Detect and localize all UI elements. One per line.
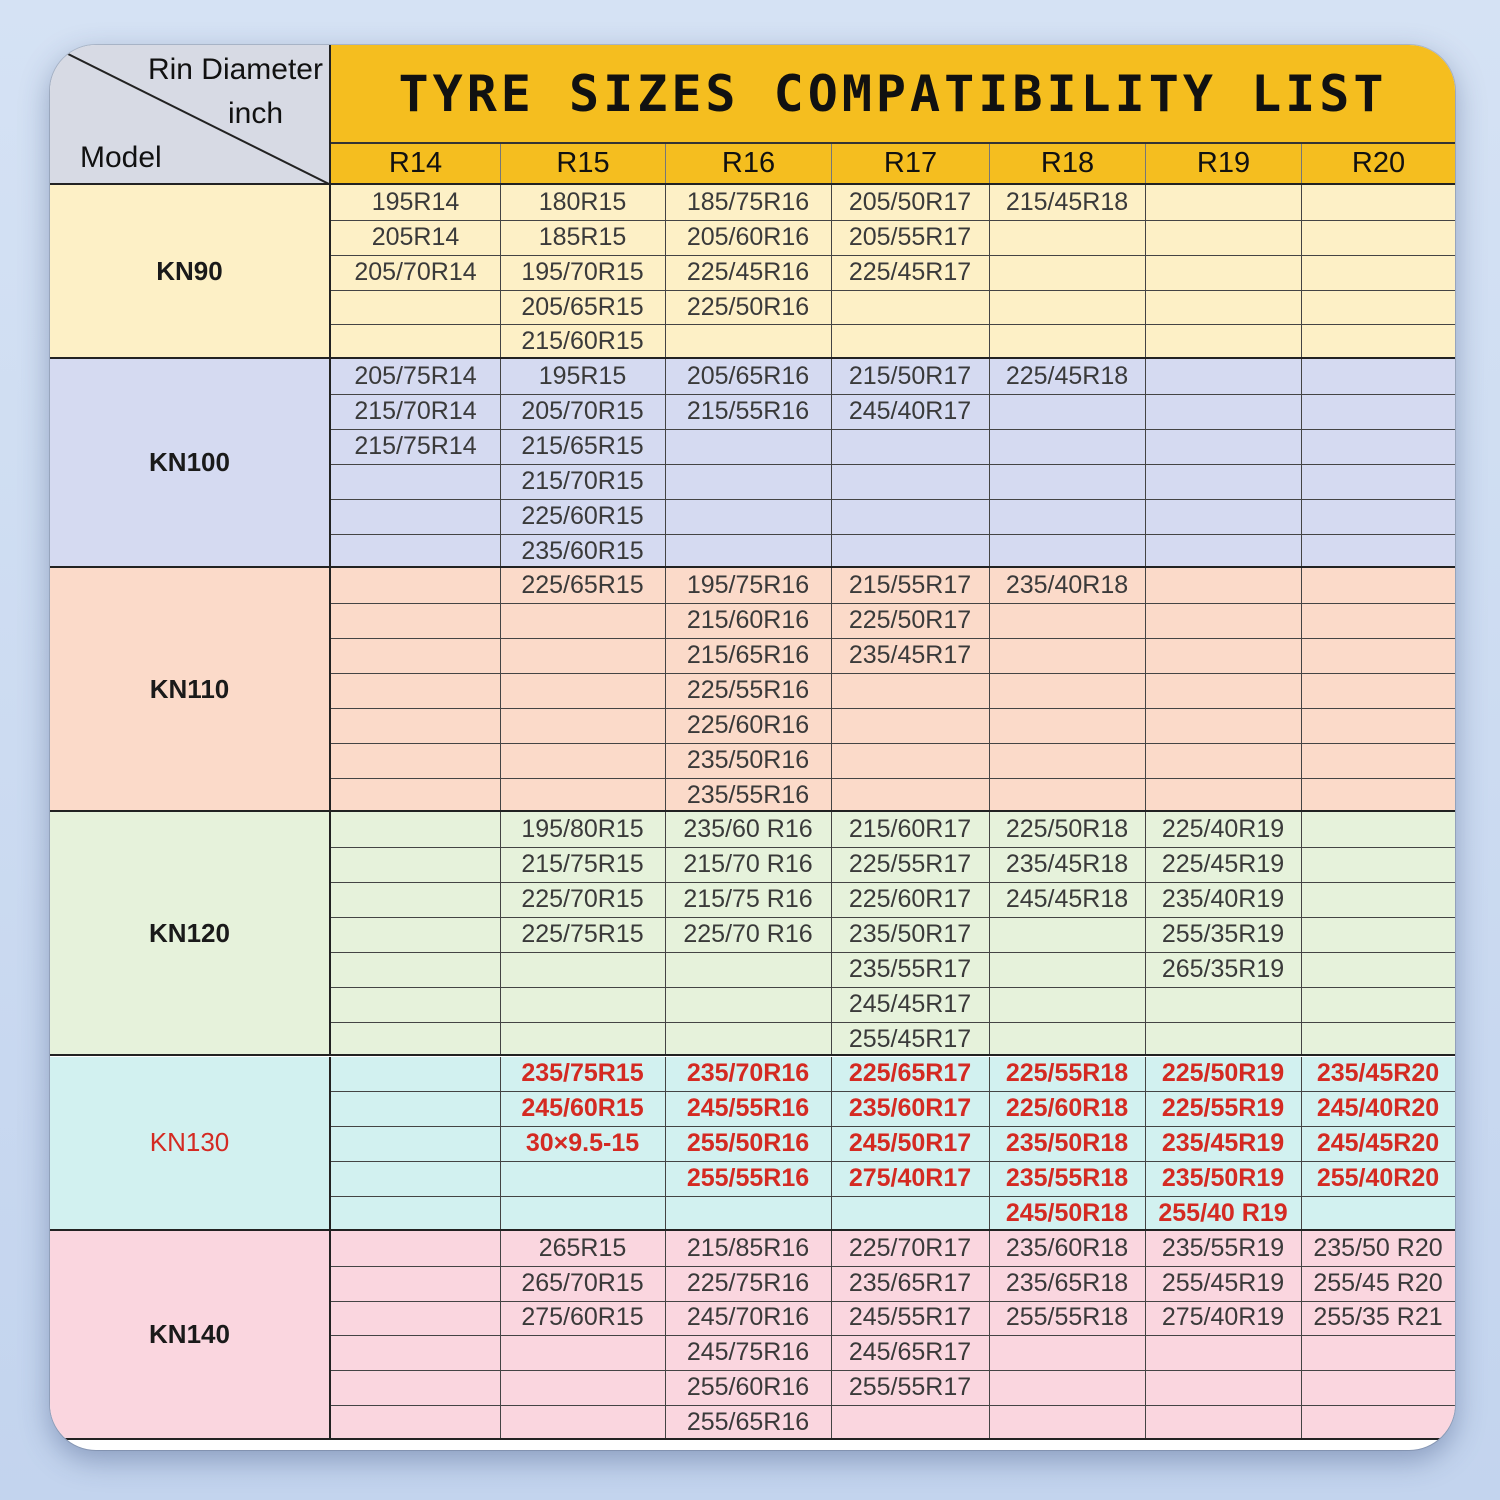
- tyre-size-cell: 235/45R17: [848, 641, 972, 670]
- tyre-size-cell: 255/55R17: [848, 1373, 972, 1402]
- model-group-kn100: [50, 359, 1455, 568]
- column-divider: [1301, 185, 1302, 357]
- tyre-size-cell: 235/70R16: [686, 1059, 810, 1088]
- model-label: Model: [80, 141, 162, 174]
- tyre-size-cell: 215/55R16: [686, 397, 810, 426]
- tyre-size-cell: 255/45 R20: [1313, 1268, 1443, 1297]
- tyre-size-cell: 265/35R19: [1161, 954, 1285, 983]
- tyre-size-cell: 245/55R17: [848, 1303, 972, 1332]
- tyre-size-cell: 205/70R14: [354, 257, 477, 286]
- table-corner-header: [50, 45, 331, 185]
- tyre-size-cell: 225/65R17: [848, 1059, 972, 1088]
- tyre-size-cell: 245/45R20: [1316, 1129, 1440, 1158]
- tyre-size-cell: 225/60R18: [1005, 1094, 1129, 1123]
- tyre-size-cell: 215/70 R16: [683, 850, 813, 879]
- tyre-size-cell: 225/55R17: [848, 850, 972, 879]
- tyre-size-cell: 215/70R15: [521, 466, 644, 495]
- tyre-size-cell: 215/60R17: [848, 815, 972, 844]
- column-divider: [1145, 359, 1146, 566]
- tyre-size-cell: 225/45R16: [686, 257, 810, 286]
- column-divider: [1145, 185, 1146, 357]
- rim-header-r19: R19: [1145, 144, 1301, 183]
- tyre-size-cell: 225/50R18: [1005, 815, 1129, 844]
- tyre-size-cell: 275/40R19: [1161, 1303, 1285, 1332]
- tyre-size-cell: 215/65R15: [521, 431, 644, 460]
- model-group-kn140: [50, 1231, 1455, 1440]
- tyre-size-cell: 215/45R18: [1005, 187, 1129, 216]
- tyre-size-cell: 205/60R16: [686, 222, 810, 251]
- tyre-size-cell: 215/85R16: [686, 1233, 810, 1262]
- tyre-size-cell: 235/75R15: [521, 1059, 644, 1088]
- tyre-size-cell: 245/45R17: [848, 989, 972, 1018]
- tyre-size-cell: 235/60R15: [521, 536, 644, 565]
- tyre-size-cell: 265/70R15: [521, 1268, 644, 1297]
- compatibility-table: [50, 45, 1455, 1450]
- tyre-size-cell: 235/50R16: [686, 745, 810, 774]
- tyre-size-cell: 215/75R14: [354, 431, 477, 460]
- tyre-size-cell: 215/70R14: [354, 397, 477, 426]
- tyre-size-cell: 255/45R19: [1161, 1268, 1285, 1297]
- column-divider: [1145, 568, 1146, 810]
- tyre-size-cell: 30×9.5-15: [525, 1129, 640, 1158]
- tyre-size-cell: 225/55R16: [686, 675, 810, 704]
- tyre-size-cell: 215/75 R16: [683, 885, 813, 914]
- model-label-kn100: KN100: [50, 359, 331, 566]
- tyre-size-cell: 235/65R17: [848, 1268, 972, 1297]
- tyre-size-cell: 185/75R16: [686, 187, 810, 216]
- tyre-size-cell: 225/60R17: [848, 885, 972, 914]
- tyre-size-cell: 225/45R17: [848, 257, 972, 286]
- rim-header-r15: R15: [500, 144, 665, 183]
- tyre-size-cell: 225/40R19: [1161, 815, 1285, 844]
- tyre-size-cell: 225/45R19: [1161, 850, 1285, 879]
- rim-header-r20: R20: [1301, 144, 1455, 183]
- model-label-kn130: KN130: [50, 1057, 331, 1229]
- tyre-size-cell: 225/65R15: [521, 571, 644, 600]
- tyre-size-cell: 195/75R16: [686, 571, 810, 600]
- tyre-size-cell: 245/50R17: [848, 1129, 972, 1158]
- tyre-size-cell: 245/75R16: [686, 1338, 810, 1367]
- rim-header-row: [331, 142, 1455, 185]
- column-divider: [1301, 568, 1302, 810]
- tyre-size-cell: 215/60R15: [521, 327, 644, 356]
- tyre-size-cell: 225/45R18: [1005, 362, 1129, 391]
- tyre-size-cell: 245/60R15: [521, 1094, 644, 1123]
- tyre-size-cell: 225/50R17: [848, 606, 972, 635]
- rim-header-r16: R16: [665, 144, 831, 183]
- tyre-size-cell: 235/60 R16: [683, 815, 813, 844]
- tyre-size-cell: 235/55R17: [848, 954, 972, 983]
- model-label-kn90: KN90: [50, 185, 331, 357]
- tyre-size-cell: 195/70R15: [521, 257, 644, 286]
- model-group-kn130: [50, 1057, 1455, 1231]
- tyre-size-cell: 245/70R16: [686, 1303, 810, 1332]
- model-label-kn110: KN110: [50, 568, 331, 810]
- inch-label: inch: [228, 97, 284, 130]
- tyre-size-cell: 225/55R19: [1161, 1094, 1285, 1123]
- tyre-size-cell: 195R14: [371, 187, 460, 216]
- tyre-size-cell: 245/40R20: [1316, 1094, 1440, 1123]
- tyre-size-cell: 275/40R17: [848, 1164, 972, 1192]
- tyre-size-cell: 205/75R14: [354, 362, 477, 391]
- tyre-size-cell: 215/65R16: [686, 641, 810, 670]
- column-divider: [500, 568, 501, 810]
- tyre-size-cell: 255/40R20: [1316, 1164, 1440, 1192]
- model-label-kn140: KN140: [50, 1231, 331, 1438]
- tyre-size-cell: 235/55R19: [1161, 1233, 1285, 1262]
- tyre-size-cell: 205/70R15: [521, 397, 644, 426]
- tyre-size-cell: 225/55R18: [1005, 1059, 1129, 1088]
- tyre-size-cell: 235/60R18: [1005, 1233, 1129, 1262]
- tyre-size-cell: 255/65R16: [686, 1408, 810, 1437]
- rim-header-r14: R14: [388, 147, 443, 179]
- column-divider: [1301, 812, 1302, 1054]
- tyre-size-cell: 215/75R15: [521, 850, 644, 879]
- tyre-size-cell: 255/55R18: [1005, 1303, 1129, 1332]
- tyre-size-cell: 235/50R17: [848, 919, 972, 948]
- tyre-size-cell: 225/60R15: [521, 501, 644, 530]
- tyre-size-cell: 245/55R16: [686, 1094, 810, 1123]
- tyre-size-cell: 235/45R18: [1005, 850, 1129, 879]
- tyre-size-cell: 255/55R16: [686, 1164, 810, 1192]
- tyre-size-cell: 205/65R15: [521, 292, 644, 321]
- model-label-kn120: KN120: [50, 812, 331, 1054]
- tyre-size-cell: 235/55R18: [1005, 1164, 1129, 1192]
- rim-header-r18: R18: [989, 144, 1145, 183]
- tyre-size-cell: 235/40R19: [1161, 885, 1285, 914]
- tyre-size-cell: 235/50 R20: [1313, 1233, 1443, 1262]
- tyre-size-cell: 245/40R17: [848, 397, 972, 426]
- tyre-size-cell: 245/45R18: [1005, 885, 1129, 914]
- tyre-size-cell: 180R15: [538, 187, 627, 216]
- tyre-size-cell: 235/50R18: [1005, 1129, 1129, 1158]
- tyre-size-cell: 225/70 R16: [683, 919, 813, 948]
- tyre-size-cell: 255/45R17: [848, 1024, 972, 1053]
- tyre-size-cell: 215/50R17: [848, 362, 972, 391]
- tyre-size-cell: 255/35R19: [1161, 919, 1285, 948]
- tyre-size-cell: 255/35 R21: [1313, 1303, 1443, 1332]
- tyre-size-cell: 255/60R16: [686, 1373, 810, 1402]
- tyre-size-cell: 235/50R19: [1161, 1164, 1285, 1192]
- tyre-size-cell: 195R15: [538, 362, 627, 391]
- tyre-size-cell: 205/55R17: [848, 222, 972, 251]
- rim-header-r17: R17: [831, 144, 989, 183]
- tyre-size-cell: 225/70R15: [521, 885, 644, 914]
- tyre-size-cell: 245/65R17: [848, 1338, 972, 1367]
- tyre-size-cell: 235/55R16: [686, 780, 810, 809]
- tyre-size-cell: 225/60R16: [686, 710, 810, 739]
- model-group-kn120: [50, 812, 1455, 1056]
- tyre-size-cell: 215/60R16: [686, 606, 810, 635]
- tyre-size-cell: 265R15: [538, 1233, 627, 1262]
- model-group-kn90: [50, 185, 1455, 359]
- tyre-size-cell: 275/60R15: [521, 1303, 644, 1332]
- tyre-size-cell: 225/75R15: [521, 919, 644, 948]
- tyre-size-cell: 245/50R18: [1005, 1198, 1129, 1227]
- tyre-size-cell: 235/60R17: [848, 1094, 972, 1123]
- tyre-size-cell: 235/45R19: [1161, 1129, 1285, 1158]
- tyre-size-cell: 255/40 R19: [1158, 1198, 1288, 1227]
- page-title: TYRE SIZES COMPATIBILITY LIST: [331, 45, 1455, 142]
- tyre-size-cell: 205R14: [371, 222, 460, 251]
- tyre-size-cell: 225/50R19: [1161, 1059, 1285, 1088]
- column-divider: [989, 568, 990, 810]
- tyre-size-cell: 235/65R18: [1005, 1268, 1129, 1297]
- tyre-size-cell: 195/80R15: [521, 815, 644, 844]
- tyre-size-cell: 215/55R17: [848, 571, 972, 600]
- tyre-size-cell: 255/50R16: [686, 1129, 810, 1158]
- column-divider: [1301, 359, 1302, 566]
- tyre-size-cell: 235/45R20: [1316, 1059, 1440, 1088]
- tyre-size-cell: 235/40R18: [1005, 571, 1129, 600]
- tyre-size-cell: 185R15: [538, 222, 627, 251]
- tyre-size-cell: 205/50R17: [848, 187, 972, 216]
- model-group-kn110: [50, 568, 1455, 812]
- rim-diameter-label: Rin Diameter: [147, 53, 323, 86]
- tyre-size-cell: 205/65R16: [686, 362, 810, 391]
- tyre-size-cell: 225/75R16: [686, 1268, 810, 1297]
- tyre-size-cell: 225/50R16: [686, 292, 810, 321]
- tyre-size-cell: 225/70R17: [848, 1233, 972, 1262]
